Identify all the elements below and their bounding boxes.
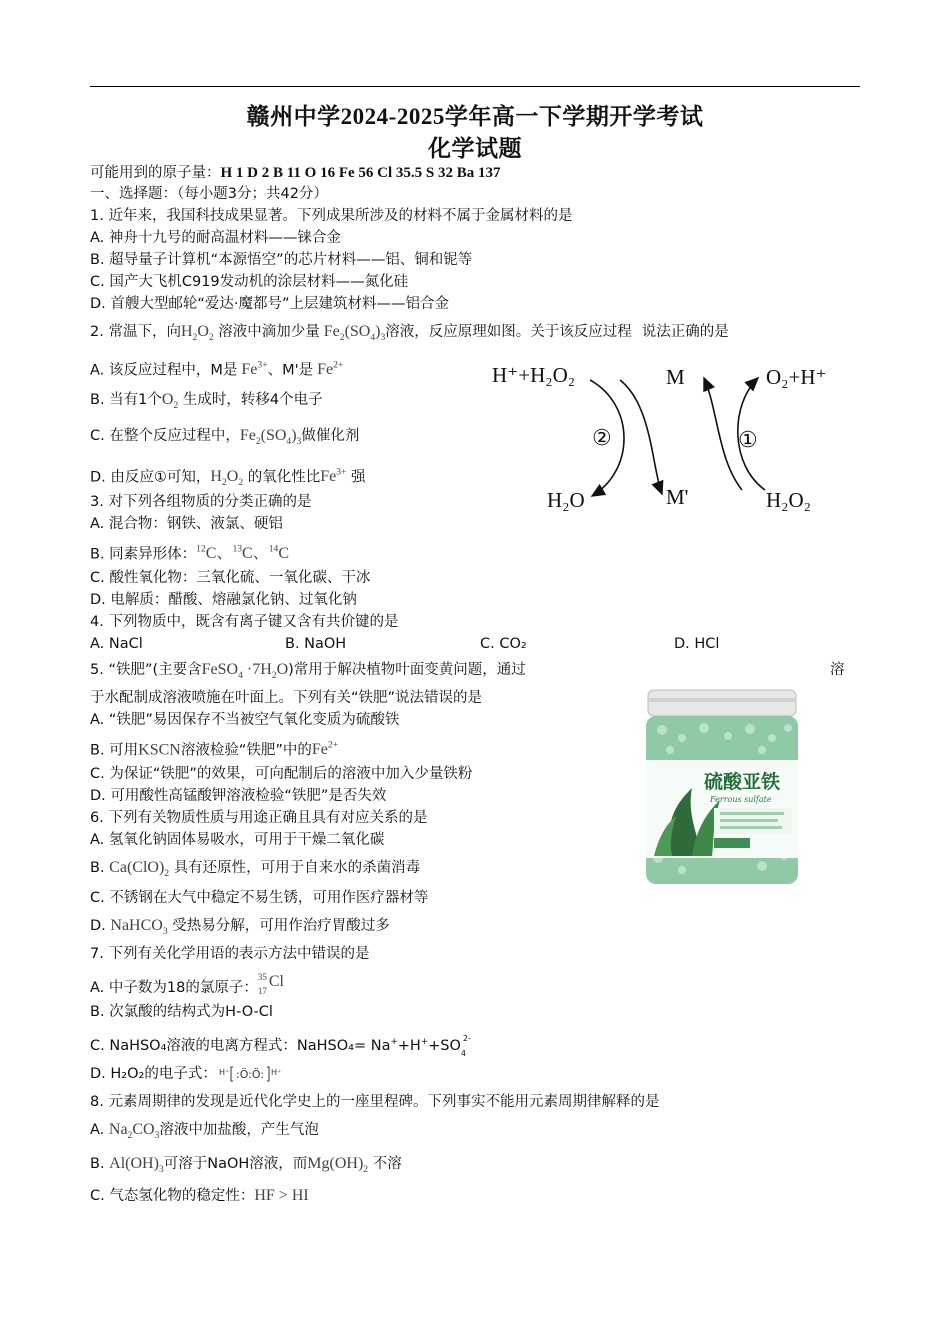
q4-option-b: B. NaOH bbox=[285, 636, 347, 652]
atom-masses: 可能用到的原子量：H 1 D 2 B 11 O 16 Fe 56 Cl 35.5 S 32 Ba 137 bbox=[90, 165, 501, 181]
q1-option-a: A. 神舟十九号的耐高温材料——铼合金 bbox=[90, 230, 341, 246]
q7-option-c: C. NaHSO₄溶液的电离方程式：NaHSO₄= Na++H++SO 2- 4 bbox=[90, 1033, 471, 1058]
q6-option-a: A. 氢氧化钠固体易吸水，可用于干燥二氧化碳 bbox=[90, 832, 385, 848]
q3-option-d: D. 电解质：醋酸、熔融氯化钠、过氧化钠 bbox=[90, 592, 357, 608]
reaction-cycle-diagram bbox=[480, 350, 860, 530]
q4-stem: 4. 下列物质中，既含有离子键又含有共价键的是 bbox=[90, 614, 399, 630]
page-title: 赣州中学2024-2025学年高一下学期开学考试 bbox=[246, 104, 704, 129]
q2-option-d: D. 由反应①可知，$H_2O_2$ 的氧化性比$Fe^{3+}$ 强 bbox=[90, 467, 366, 489]
diagram-m-prime: M' bbox=[666, 485, 689, 509]
q5-option-d: D. 可用酸性高锰酸钾溶液检验“铁肥”是否失效 bbox=[90, 788, 387, 804]
q5-stem-line2: 于水配制成溶液喷施在叶面上。下列有关“铁肥”说法错误的是 bbox=[90, 690, 483, 706]
diagram-left-top: H⁺+H₂O₂ bbox=[492, 363, 576, 387]
q1-option-b: B. 超导量子计算机“本源悟空”的芯片材料——铝、铜和铌等 bbox=[90, 252, 473, 268]
q3-stem: 3. 对下列各组物质的分类正确的是 bbox=[90, 494, 312, 510]
arrow-to-m bbox=[704, 378, 742, 490]
diagram-left-bottom: H₂O bbox=[547, 488, 585, 512]
svg-text:H⁺: H⁺ bbox=[218, 1068, 230, 1077]
ferrous-sulfate-jar-image bbox=[642, 688, 802, 888]
q8-stem: 8. 元素周期律的发现是近代化学史上的一座里程碑。下列事实不能用元素周期律解释的是 bbox=[90, 1094, 660, 1110]
q6-option-d: D. NaHCO$_3$ 受热易分解，可用作治疗胃酸过多 bbox=[90, 917, 390, 938]
diagram-m: M bbox=[666, 365, 685, 389]
q5-stem: 5. “铁肥”(主要含FeSO$_4$ $\cdot 7H_2O$)常用于解决植物叶面变黄问题，通过 bbox=[90, 661, 526, 682]
q1-stem: 1. 近年来，我国科技成果显著。下列成果所涉及的材料不属于金属材料的是 bbox=[90, 208, 573, 224]
q3-option-c: C. 酸性氧化物：三氧化硫、一氧化碳、干冰 bbox=[90, 570, 371, 586]
arrow-to-m-prime bbox=[620, 380, 662, 494]
electron-formula-figure bbox=[217, 1064, 287, 1084]
q2-option-c: C. 在整个反应过程中，$Fe_2(SO_4)_3$做催化剂 bbox=[90, 427, 360, 448]
q6-option-b: B. $Ca(ClO)_2$ 具有还原性，可用于自来水的杀菌消毒 bbox=[90, 859, 421, 880]
q7-option-d: D. H₂O₂的电子式： H⁺ :Ö:Ö: H⁺ bbox=[90, 1064, 287, 1084]
section-heading: 一、选择题：（每小题3分；共42分） bbox=[90, 186, 328, 202]
q7-option-a: A. 中子数为18的氯原子： 35 17 Cl bbox=[90, 972, 284, 996]
jar-label-cn: 硫酸亚铁 bbox=[704, 771, 781, 793]
q6-option-c: C. 不锈钢在大气中稳定不易生锈，可用作医疗器材等 bbox=[90, 890, 429, 906]
diagram-right-bottom: H₂O₂ bbox=[766, 488, 811, 512]
q5-option-c: C. 为保证“铁肥”的效果，可向配制后的溶液中加入少量铁粉 bbox=[90, 766, 473, 782]
svg-text::Ö:Ö:: :Ö:Ö: bbox=[235, 1068, 264, 1081]
q4-option-d: D. HCl bbox=[674, 636, 720, 652]
q2-option-a: A. 该反应过程中，M是 $Fe^{3+}$、M'是 $Fe^{2+}$ bbox=[90, 360, 344, 379]
q5-stem-end: 溶 bbox=[830, 662, 845, 678]
q2-option-b: B. 当有1个$O_2$ 生成时，转移4个电子 bbox=[90, 391, 323, 412]
q1-option-d: D. 首艘大型邮轮“爱达·魔都号”上层建筑材料——铝合金 bbox=[90, 296, 450, 312]
q5-option-b: B. 可用KSCN溶液检验“铁肥”中的$Fe^{2+}$ bbox=[90, 740, 339, 759]
q4-option-a: A. NaCl bbox=[90, 636, 143, 652]
q6-stem: 6. 下列有关物质性质与用途正确且具有对应关系的是 bbox=[90, 810, 428, 826]
q7-stem: 7. 下列有关化学用语的表示方法中错误的是 bbox=[90, 946, 370, 962]
q4-option-c: C. CO₂ bbox=[480, 636, 527, 652]
diagram-right-top: O₂+H⁺ bbox=[766, 365, 827, 389]
page-subtitle: 化学试题 bbox=[428, 136, 522, 161]
q2-stem: 2. 常温下，向$H_2O_2$ 溶液中滴加少量 $Fe_2(SO_4)_3$溶液，反应原理如图。关于该反应过程 说法正确的是 bbox=[90, 323, 729, 344]
q5-option-a: A. “铁肥”易因保存不当被空气氧化变质为硫酸铁 bbox=[90, 712, 400, 728]
q7-option-b: B. 次氯酸的结构式为H-O-Cl bbox=[90, 1004, 273, 1020]
jar-label-en: Ferrous sulfate bbox=[710, 795, 772, 804]
top-rule bbox=[90, 86, 860, 87]
q3-option-a: A. 混合物：钢铁、液氯、硬铝 bbox=[90, 516, 283, 532]
diagram-step2: ② bbox=[592, 425, 612, 450]
diagram-step1: ① bbox=[738, 427, 758, 452]
q8-option-b: B. $Al(OH)_3$可溶于NaOH溶液，而$Mg(OH)_2$ 不溶 bbox=[90, 1155, 402, 1176]
svg-text:H⁺: H⁺ bbox=[270, 1068, 282, 1077]
q8-option-a: A. $Na_2CO_3$溶液中加盐酸，产生气泡 bbox=[90, 1121, 319, 1142]
q8-option-c: C. 气态氢化物的稳定性：HF > HI bbox=[90, 1187, 309, 1204]
q3-option-b: B. 同素异形体：$^{12}$C、$^{13}$C、$^{14}$C bbox=[90, 544, 289, 563]
q1-option-c: C. 国产大飞机C919发动机的涂层材料——氮化硅 bbox=[90, 274, 409, 290]
